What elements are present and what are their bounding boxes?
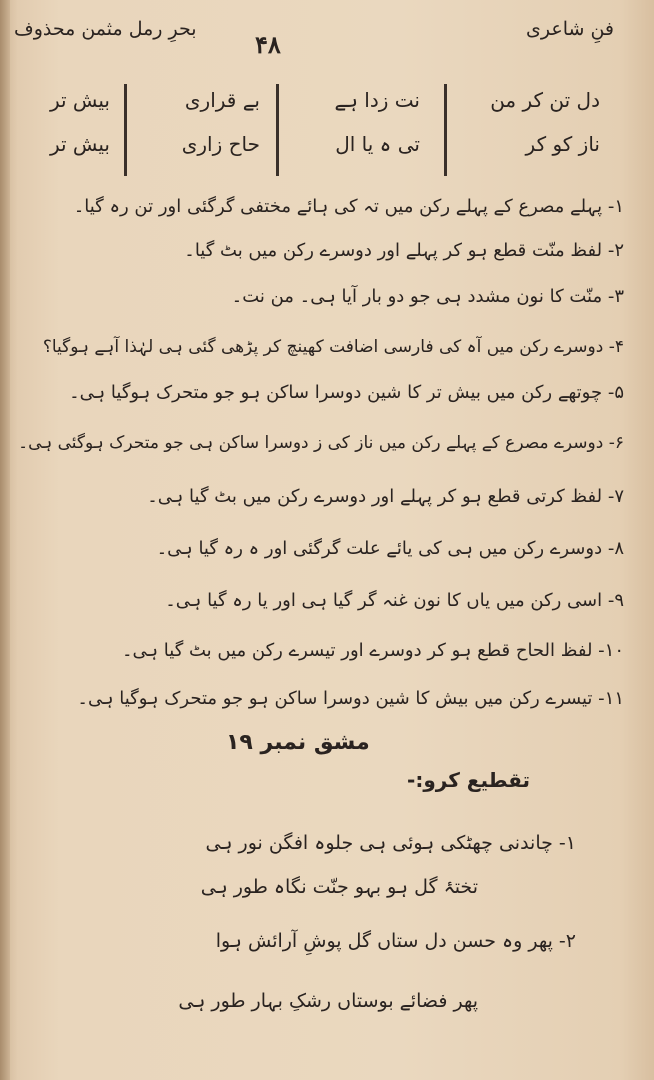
scansion-table bbox=[30, 82, 630, 180]
running-header-meter: بحرِ رمل مثمن محذوف bbox=[14, 18, 197, 40]
instruction-label: تقطیع کرو:- bbox=[407, 768, 530, 792]
note-6: ۶- دوسرے مصرع کے پہلے رکن میں ناز کی ز دوسرا ساکن ہی جو متحرک ہوگئی ہی۔ bbox=[18, 433, 624, 453]
verse-2-line-2: پھر فضائے بوستاں رشکِ بہار طور ہی bbox=[178, 990, 478, 1012]
page-number: ۴۸ bbox=[255, 30, 281, 59]
note-8: ۸- دوسرے رکن میں ہی کی یائے علت گرگئی اور ہ رہ گیا ہی۔ bbox=[156, 538, 624, 559]
column-divider bbox=[276, 84, 279, 176]
column-divider bbox=[444, 84, 447, 176]
note-11: ۱۱- تیسرے رکن میں بیش کا شین دوسرا ساکن ہو جو متحرک ہوگیا ہی۔ bbox=[77, 688, 624, 709]
scansion-foot-2-line-2: تی ہ یا ال bbox=[335, 132, 420, 156]
column-divider bbox=[124, 84, 127, 176]
page-binding-edge bbox=[0, 0, 10, 1080]
scansion-foot-2-line-1: نت زدا ہے bbox=[334, 88, 420, 112]
note-5: ۵- چوتھے رکن میں بیش تر کا شین دوسرا ساکن ہو جو متحرک ہوگیا ہی۔ bbox=[69, 382, 624, 403]
note-3: ۳- منّت کا نون مشدد ہی جو دو بار آیا ہی۔ من نت۔ bbox=[231, 286, 624, 307]
running-header-title: فنِ شاعری bbox=[526, 18, 614, 40]
note-2: ۲- لفظ منّت قطع ہو کر پہلے اور دوسرے رکن میں بٹ گیا۔ bbox=[184, 240, 624, 261]
note-4: ۴- دوسرے رکن میں آہ کی فارسی اضافت کھینچ کر پڑھی گئی ہی لہٰذا آہے ہوگیا؟ bbox=[42, 337, 624, 357]
note-10: ۱۰- لفظ الحاح قطع ہو کر دوسرے اور تیسرے رکن میں بٹ گیا ہی۔ bbox=[121, 640, 624, 661]
scansion-foot-1-line-1: دل تن کر من bbox=[490, 88, 600, 112]
verse-2-line-1: ۲- پھر وہ حسن دل ستاں گل پوشِ آرائش ہوا bbox=[215, 930, 576, 952]
scansion-foot-4-line-2: بیش تر bbox=[49, 132, 110, 156]
note-7: ۷- لفظ کرتی قطع ہو کر پہلے اور دوسرے رکن میں بٹ گیا ہی۔ bbox=[147, 486, 624, 507]
verse-1-line-2: تختۂ گل ہو بہو جنّت نگاہ طور ہی bbox=[200, 876, 478, 898]
verse-1-line-1: ۱- چاندنی چھٹکی ہوئی ہی جلوہ افگن نور ہی bbox=[205, 832, 576, 854]
note-9: ۹- اسی رکن میں یاں کا نون غنہ گر گیا ہی اور یا رہ گیا ہی۔ bbox=[165, 590, 624, 611]
scansion-foot-3-line-1: بے قراری bbox=[184, 88, 260, 112]
note-1: ۱- پہلے مصرع کے پہلے رکن میں تہ کی ہائے مختفی گرگئی اور تن رہ گیا۔ bbox=[73, 196, 624, 217]
scansion-foot-1-line-2: ناز کو کر bbox=[525, 132, 600, 156]
scansion-foot-4-line-1: بیش تر bbox=[49, 88, 110, 112]
exercise-title: مشق نمبر ۱۹ bbox=[226, 730, 370, 755]
scansion-foot-3-line-2: حاح زاری bbox=[181, 132, 260, 156]
